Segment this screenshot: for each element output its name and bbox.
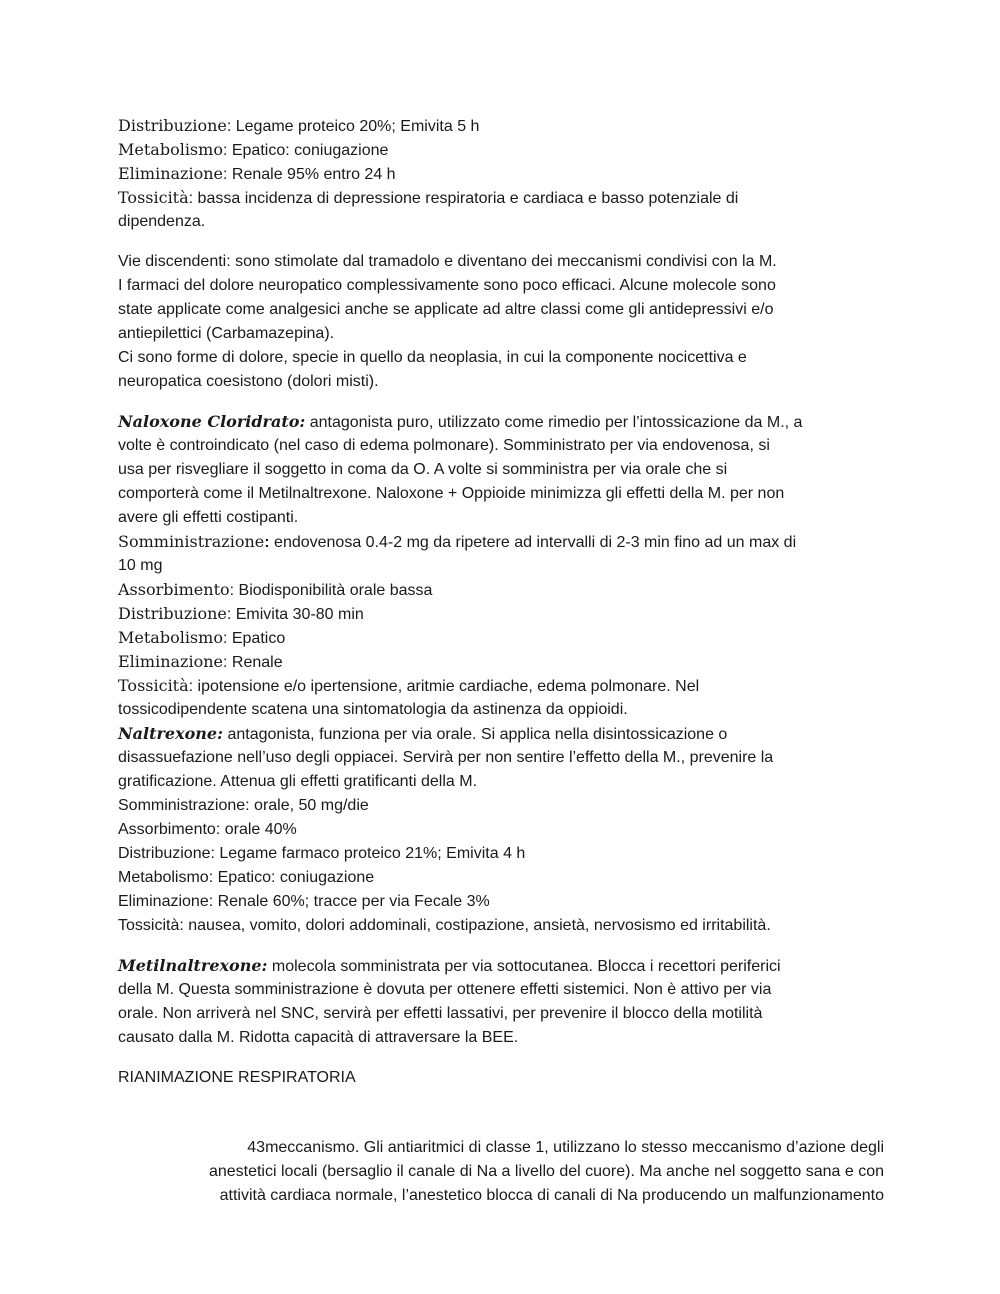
naloxone-section bbox=[118, 410, 884, 722]
text-line: neuropatica coesistono (dolori misti). bbox=[118, 373, 379, 390]
detail-line: Distribuzione: Legame farmaco proteico 21%; Emivita 4 h bbox=[118, 845, 526, 862]
text-line: Vie discendenti: sono stimolate dal tramadolo e diventano dei meccanismi condivisi con la M. bbox=[118, 253, 777, 270]
spacer bbox=[118, 938, 884, 954]
text-line: I farmaci del dolore neuropatico complessivamente sono poco efficaci. Alcune molecole sono bbox=[118, 277, 776, 294]
text-line: anestetici locali (bersaglio il canale di Na a livello del cuore). Ma anche nel soggetto sana e con bbox=[208, 1163, 884, 1180]
naltrexone-section bbox=[118, 722, 884, 938]
text-line: Ci sono forme di dolore, specie in quello da neoplasia, in cui la componente nocicettiva e bbox=[118, 349, 747, 366]
tossicita-line-2: tossicodipendente scatena una sintomatologia da astinenza da oppioidi. bbox=[118, 701, 628, 718]
tossicita-line: Tossicità: bassa incidenza di depressione respiratoria e cardiaca e basso potenziale di bbox=[118, 188, 739, 207]
vie-paragraph bbox=[118, 250, 884, 394]
metabolismo-line: Metabolismo: Epatico bbox=[118, 628, 286, 647]
text-line: gratificazione. Attenua gli effetti gratificanti della M. bbox=[118, 773, 478, 790]
text-line: causato dalla M. Ridotta capacità di attraversare la BEE. bbox=[118, 1029, 519, 1046]
text-line: attività cardiaca normale, l’anestetico blocca di canali di Na producendo un malfunzionamento bbox=[219, 1187, 884, 1204]
section-heading: RIANIMAZIONE RESPIRATORIA bbox=[118, 1069, 356, 1086]
assorbimento-line: Assorbimento: Biodisponibilità orale bassa bbox=[118, 580, 433, 599]
spacer bbox=[118, 394, 884, 410]
eliminazione-line: Eliminazione: Renale bbox=[118, 652, 283, 671]
tossicita-line: Tossicità: ipotensione e/o ipertensione, aritmie cardiache, edema polmonare. Nel bbox=[118, 676, 700, 695]
naltrexone-title-line: Naltrexone: antagonista, funziona per via orale. Si applica nella disintossicazione o bbox=[118, 724, 728, 743]
somministrazione-line: Somministrazione: endovenosa 0.4-2 mg da ripetere ad intervalli di 2-3 min fino ad un max di bbox=[118, 532, 797, 551]
text-line: antiepilettici (Carbamazepina). bbox=[118, 325, 335, 342]
tossicita-line-2: dipendenza. bbox=[118, 213, 206, 230]
spacer bbox=[118, 234, 884, 250]
spacer bbox=[118, 1090, 884, 1136]
detail-line: Tossicità: nausea, vomito, dolori addominali, costipazione, ansietà, nervosismo ed irritabilità. bbox=[118, 917, 771, 934]
naltrexone-title: Naltrexone: bbox=[118, 724, 223, 743]
naloxone-title: Naloxone Cloridrato: bbox=[118, 412, 306, 431]
document-page bbox=[118, 114, 884, 1208]
naloxone-title-line: Naloxone Cloridrato: antagonista puro, utilizzato come rimedio per l’intossicazione da M., a bbox=[118, 412, 803, 431]
text-line: volte è controindicato (nel caso di edema polmonare). Somministrato per via endovenosa, si bbox=[118, 437, 770, 454]
metilnaltrexone-title: Metilnaltrexone: bbox=[118, 956, 268, 975]
distribuzione-line: Distribuzione: Legame proteico 20%; Emivita 5 h bbox=[118, 116, 480, 135]
text-line: orale. Non arriverà nel SNC, servirà per effetti lassativi, per prevenire il blocco della motilità bbox=[118, 1005, 763, 1022]
detail-line: Somministrazione: orale, 50 mg/die bbox=[118, 797, 369, 814]
detail-line: Assorbimento: orale 40% bbox=[118, 821, 297, 838]
somministrazione-line-2: 10 mg bbox=[118, 557, 163, 574]
text-line: 43meccanismo. Gli antiaritmici di classe 1, utilizzano lo stesso meccanismo d’azione degli bbox=[247, 1139, 884, 1156]
metabolismo-line: Metabolismo: Epatico: coniugazione bbox=[118, 140, 389, 159]
text-line: usa per risvegliare il soggetto in coma da O. A volte si somministra per via orale che si bbox=[118, 461, 728, 478]
text-line: state applicate come analgesici anche se applicate ad altre classi come gli antidepressivi e/o bbox=[118, 301, 774, 318]
text-line: della M. Questa somministrazione è dovuta per ottenere effetti sistemici. Non è attivo per via bbox=[118, 981, 772, 998]
eliminazione-line: Eliminazione: Renale 95% entro 24 h bbox=[118, 164, 396, 183]
metilnaltrexone-section bbox=[118, 954, 884, 1050]
text-line: avere gli effetti costipanti. bbox=[118, 509, 299, 526]
footer-paragraph bbox=[118, 1136, 884, 1208]
text-line: disassuefazione nell’uso degli oppiacei. Servirà per non sentire l’effetto della M., prevenire la bbox=[118, 749, 774, 766]
spacer bbox=[118, 1050, 884, 1066]
metilnaltrexone-title-line: Metilnaltrexone: molecola somministrata per via sottocutanea. Blocca i recettori periferici bbox=[118, 956, 781, 975]
text-line: comporterà come il Metilnaltrexone. Naloxone + Oppioide minimizza gli effetti della M. per non bbox=[118, 485, 785, 502]
distribuzione-line: Distribuzione: Emivita 30-80 min bbox=[118, 604, 364, 623]
detail-line: Metabolismo: Epatico: coniugazione bbox=[118, 869, 375, 886]
detail-line: Eliminazione: Renale 60%; tracce per via Fecale 3% bbox=[118, 893, 490, 910]
